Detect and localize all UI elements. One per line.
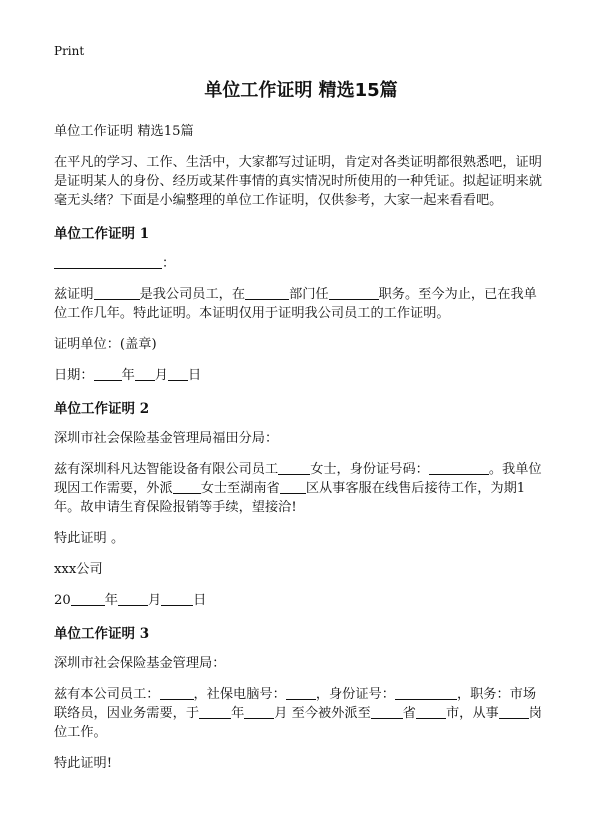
blank-field — [278, 461, 310, 475]
recipient-line: 深圳市社会保险基金管理局： — [54, 656, 226, 671]
salutation-suffix: ： — [162, 256, 176, 271]
section-heading-1: 单位工作证明 1 — [54, 226, 150, 242]
blank-field — [199, 705, 231, 719]
page-title: 单位工作证明 精选15篇 — [204, 80, 398, 101]
blank-field — [244, 705, 274, 719]
blank-field — [54, 255, 162, 269]
date-line: 20 年 月 日 — [54, 593, 207, 608]
print-link[interactable]: Print — [54, 44, 85, 58]
company-line: xxx公司 — [54, 562, 103, 577]
blank-field — [395, 686, 457, 700]
blank-field — [499, 705, 529, 719]
blank-field — [160, 686, 194, 700]
blank-field — [245, 286, 289, 300]
closing-line: 特此证明! — [54, 756, 113, 771]
blank-field — [329, 286, 379, 300]
blank-field — [118, 592, 148, 606]
blank-field — [280, 480, 306, 494]
date-line: 日期： 年 月 日 — [54, 368, 202, 383]
blank-field — [168, 367, 188, 381]
blank-field — [429, 461, 489, 475]
section-heading-3: 单位工作证明 3 — [54, 626, 150, 642]
blank-field — [161, 592, 193, 606]
blank-field — [94, 367, 122, 381]
blank-field — [94, 286, 140, 300]
section-2-body: 兹有深圳科凡达智能设备有限公司员工 女士，身份证号码： 。我单位现因工作需要，外派 女士至湖南省 区从事客服在线售后接待工作，为期1年。故申请生育保险报销等手续，望接洽! — [54, 462, 542, 515]
subtitle: 单位工作证明 精选15篇 — [54, 124, 194, 139]
section-1-body: 兹证明 是我公司员工，在 部门任 职务。至今为止，已在我单位工作几年。特此证明。本证明仅用于证明我公司员工的工作证明。 — [54, 287, 537, 321]
blank-field — [71, 592, 105, 606]
blank-field — [173, 480, 201, 494]
salutation-line — [54, 254, 548, 273]
recipient-line: 深圳市社会保险基金管理局福田分局： — [54, 431, 279, 446]
blank-field — [371, 705, 403, 719]
blank-field — [416, 705, 446, 719]
section-heading-2: 单位工作证明 2 — [54, 401, 150, 417]
intro-paragraph: 在平凡的学习、工作、生活中，大家都写过证明，肯定对各类证明都很熟悉吧，证明是证明某人的身份、经历或某件事情的真实情况时所使用的一种凭证。拟起证明来就毫无头绪？下面是小编整理的单位工作证明，仅供参考，大家一起来看看吧。 — [54, 155, 542, 208]
blank-field — [135, 367, 155, 381]
issuer-line: 证明单位：(盖章) — [54, 337, 157, 352]
blank-field — [286, 686, 316, 700]
closing-line: 特此证明 。 — [54, 531, 125, 546]
section-3-body: 兹有本公司员工： ，社保电脑号： ，身份证号： ，职务：市场联络员，因业务需要，于 年 月 至今被外派至 省 市，从事 岗位工作。 — [54, 687, 542, 740]
